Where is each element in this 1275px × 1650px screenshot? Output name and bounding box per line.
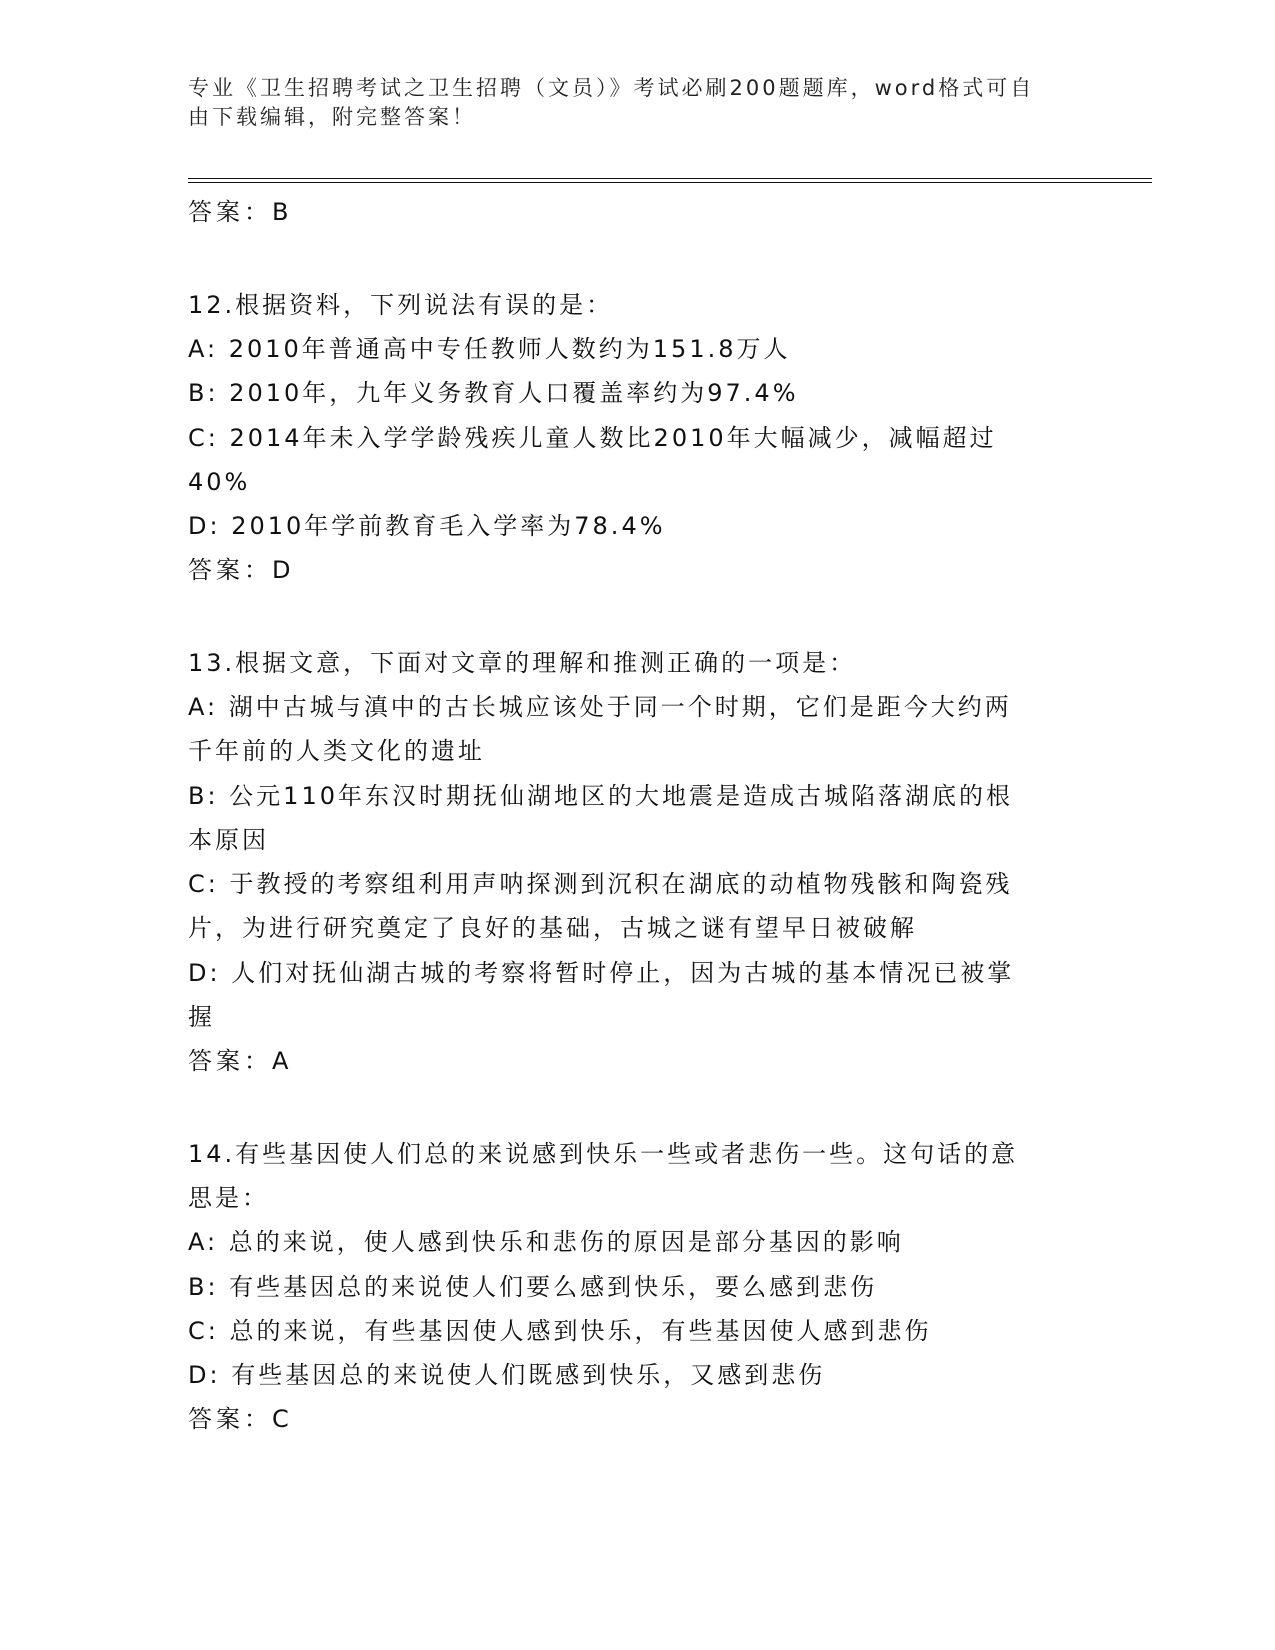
header-line-2: 由下载编辑，附完整答案！ <box>188 105 476 129</box>
q13-option-d: D: 人们对抚仙湖古城的考察将暂时停止，因为古城的基本情况已被掌 <box>188 959 1015 987</box>
answer-11: 答案：B <box>188 198 293 226</box>
q13-option-b-cont: 本原因 <box>188 826 269 854</box>
q14-answer: 答案：C <box>188 1405 293 1433</box>
q12-option-c: C: 2014年未入学学龄残疾儿童人数比2010年大幅减少，减幅超过 <box>188 424 997 452</box>
q13-option-a-cont: 千年前的人类文化的遗址 <box>188 737 485 765</box>
q12-answer: 答案：D <box>188 556 295 584</box>
header-divider <box>188 178 1152 183</box>
q12-option-a: A: 2010年普通高中专任教师人数约为151.8万人 <box>188 335 791 363</box>
q13-option-a: A: 湖中古城与滇中的古长城应该处于同一个时期，它们是距今大约两 <box>188 693 1012 721</box>
document-header <box>188 74 1078 132</box>
q14-option-c: C: 总的来说，有些基因使人感到快乐，有些基因使人感到悲伤 <box>188 1317 932 1345</box>
q12-question: 12.根据资料，下列说法有误的是： <box>188 291 614 319</box>
q12-option-d: D: 2010年学前教育毛入学率为78.4% <box>188 512 666 540</box>
q14-option-b: B: 有些基因总的来说使人们要么感到快乐，要么感到悲伤 <box>188 1273 878 1301</box>
q13-answer: 答案：A <box>188 1047 293 1075</box>
q13-option-c-cont: 片，为进行研究奠定了良好的基础，古城之谜有望早日被破解 <box>188 914 917 942</box>
q13-question: 13.根据文意，下面对文章的理解和推测正确的一项是： <box>188 649 857 677</box>
q13-option-b: B: 公元110年东汉时期抚仙湖地区的大地震是造成古城陷落湖底的根 <box>188 782 1013 810</box>
header-line-1: 专业《卫生招聘考试之卫生招聘（文员）》考试必刷200题题库，word格式可自 <box>188 76 1035 100</box>
q12-option-b: B: 2010年，九年义务教育人口覆盖率约为97.4% <box>188 379 799 407</box>
q12-option-c-cont: 40% <box>188 468 251 496</box>
q14-question-cont: 思是： <box>188 1184 269 1212</box>
q14-option-d: D: 有些基因总的来说使人们既感到快乐，又感到悲伤 <box>188 1361 826 1389</box>
q14-question: 14.有些基因使人们总的来说感到快乐一些或者悲伤一些。这句话的意 <box>188 1140 1019 1168</box>
q14-option-a: A: 总的来说，使人感到快乐和悲伤的原因是部分基因的影响 <box>188 1228 904 1256</box>
q13-option-c: C: 于教授的考察组利用声呐探测到沉积在湖底的动植物残骸和陶瓷残 <box>188 870 1013 898</box>
q13-option-d-cont: 握 <box>188 1003 215 1031</box>
